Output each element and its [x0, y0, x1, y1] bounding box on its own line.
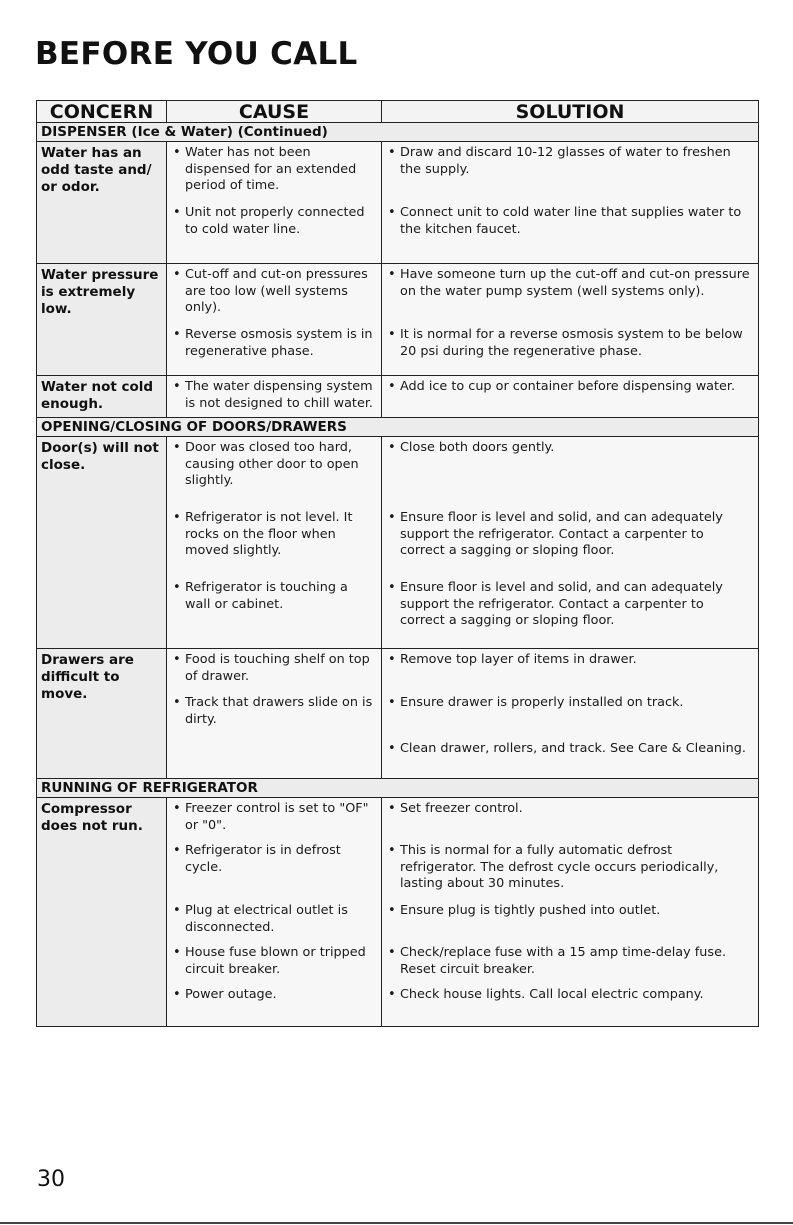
cause-item: • Refrigerator is touching a wall or cabinet.	[167, 577, 381, 648]
concern-cell: Door(s) will not close.	[37, 437, 167, 649]
solution-cell	[382, 142, 759, 264]
section-title: OPENING/CLOSING OF DOORS/DRAWERS	[37, 418, 759, 437]
header-cause: CAUSE	[167, 101, 382, 123]
solution-cell	[382, 798, 759, 1027]
cause-cell	[167, 376, 382, 418]
table-header-row	[37, 101, 759, 123]
table-row	[37, 376, 759, 418]
solution-item: • This is normal for a fully automatic defrost refrigerator. The defrost cycle occurs periodically, lasting about 30 minutes.	[382, 840, 758, 900]
cause-cell	[167, 649, 382, 779]
header-concern: CONCERN	[37, 101, 167, 123]
solution-item: • Check/replace fuse with a 15 amp time-delay fuse. Reset circuit breaker.	[382, 942, 758, 984]
section-row	[37, 418, 759, 437]
cause-item: • Cut-off and cut-on pressures are too low (well systems only).	[167, 264, 381, 324]
header-solution: SOLUTION	[382, 101, 759, 123]
cause-item: • Unit not properly connected to cold water line.	[167, 202, 381, 263]
cause-item: • Refrigerator is not level. It rocks on the floor when moved slightly.	[167, 507, 381, 577]
concern-cell: Water pressure is extremely low.	[37, 264, 167, 376]
cause-cell	[167, 798, 382, 1027]
cause-item: • Refrigerator is in defrost cycle.	[167, 840, 381, 900]
solution-item: • Add ice to cup or container before dispensing water.	[382, 376, 758, 417]
page-number: 30	[37, 1167, 65, 1192]
section-row	[37, 779, 759, 798]
cause-cell	[167, 142, 382, 264]
cause-item: • House fuse blown or tripped circuit breaker.	[167, 942, 381, 984]
solution-item: • Ensure floor is level and solid, and can adequately support the refrigerator. Contact a carpenter to correct a sagging or sloping floor.	[382, 577, 758, 648]
concern-cell: Water not cold enough.	[37, 376, 167, 418]
concern-cell: Drawers are difficult to move.	[37, 649, 167, 779]
solution-cell	[382, 437, 759, 649]
table-row	[37, 649, 759, 779]
solution-cell	[382, 649, 759, 779]
cause-cell	[167, 437, 382, 649]
solution-item: • Clean drawer, rollers, and track. See Care & Cleaning.	[382, 738, 758, 778]
solution-item: • Connect unit to cold water line that supplies water to the kitchen faucet.	[382, 202, 758, 263]
cause-item: • Door was closed too hard, causing other door to open slightly.	[167, 437, 381, 507]
solution-item: • Draw and discard 10-12 glasses of water to freshen the supply.	[382, 142, 758, 202]
section-title: DISPENSER (Ice & Water) (Continued)	[37, 123, 759, 142]
cause-item: • Freezer control is set to "OF" or "0".	[167, 798, 381, 840]
bottom-rule	[0, 1222, 793, 1224]
table-row	[37, 798, 759, 1027]
table-row	[37, 142, 759, 264]
page-title: BEFORE YOU CALL	[35, 36, 358, 72]
table-body	[37, 123, 759, 1027]
cause-item: • Water has not been dispensed for an extended period of time.	[167, 142, 381, 202]
solution-item: • Remove top layer of items in drawer.	[382, 649, 758, 692]
table-row	[37, 264, 759, 376]
cause-item: • Plug at electrical outlet is disconnected.	[167, 900, 381, 942]
solution-item: • Have someone turn up the cut-off and cut-on pressure on the water pump system (well systems only).	[382, 264, 758, 324]
section-title: RUNNING OF REFRIGERATOR	[37, 779, 759, 798]
solution-item: • Ensure floor is level and solid, and can adequately support the refrigerator. Contact a carpenter to correct a sagging or sloping floor.	[382, 507, 758, 577]
table-row	[37, 437, 759, 649]
cause-item: • Track that drawers slide on is dirty.	[167, 692, 381, 738]
solution-item: • Ensure plug is tightly pushed into outlet.	[382, 900, 758, 942]
solution-item: • Ensure drawer is properly installed on track.	[382, 692, 758, 738]
concern-cell: Water has an odd taste and/ or odor.	[37, 142, 167, 264]
solution-item: • Set freezer control.	[382, 798, 758, 840]
cause-item: • Reverse osmosis system is in regenerative phase.	[167, 324, 381, 375]
concern-cell: Compressor does not run.	[37, 798, 167, 1027]
cause-item: • Power outage.	[167, 984, 381, 1026]
solution-item: • Check house lights. Call local electric company.	[382, 984, 758, 1026]
solution-item: • It is normal for a reverse osmosis system to be below 20 psi during the regenerative phase.	[382, 324, 758, 375]
solution-cell	[382, 376, 759, 418]
section-row	[37, 123, 759, 142]
cause-item: • The water dispensing system is not designed to chill water.	[167, 376, 381, 417]
cause-cell	[167, 264, 382, 376]
solution-cell	[382, 264, 759, 376]
solution-item: • Close both doors gently.	[382, 437, 758, 507]
cause-item: • Food is touching shelf on top of drawer.	[167, 649, 381, 692]
cause-item-empty	[167, 738, 381, 778]
troubleshooting-table	[36, 100, 759, 1027]
